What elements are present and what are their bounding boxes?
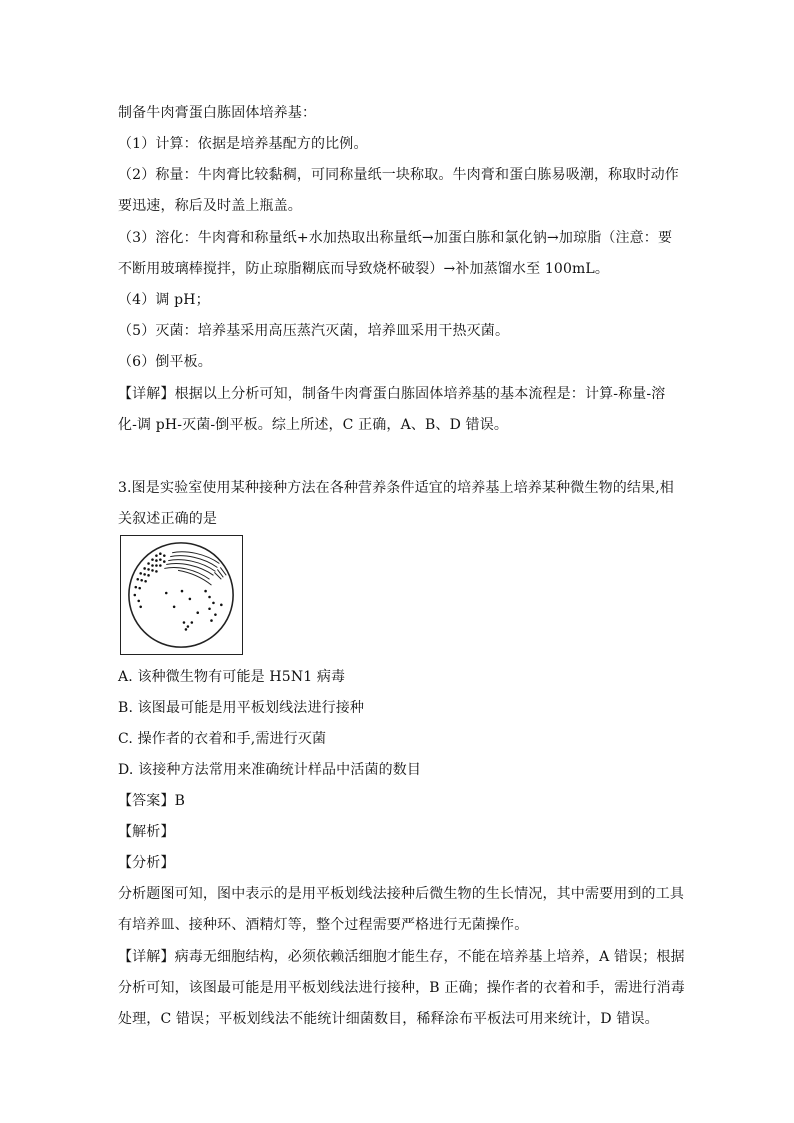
text-line: 要迅速，称后及时盖上瓶盖。 xyxy=(118,198,302,214)
detail-heading-line: 【详解】根据以上分析可知，制备牛肉膏蛋白胨固体培养基的基本流程是：计算-称量-溶 xyxy=(118,386,666,402)
analysis-heading: 【解析】 xyxy=(118,824,175,840)
text-line: （6）倒平板。 xyxy=(118,354,212,370)
text-line: 制备牛肉膏蛋白胨固体培养基： xyxy=(118,105,317,121)
option-c: C. 操作者的衣着和手,需进行灭菌 xyxy=(118,731,327,747)
option-d: D. 该接种方法常用来准确统计样品中活菌的数目 xyxy=(118,762,422,778)
text-line: 不断用玻璃棒搅拌，防止琼脂糊底而导致烧杯破裂）→补加蒸馏水至 100mL。 xyxy=(118,261,610,277)
petri-dish-illustration xyxy=(121,536,242,654)
option-b: B. 该图最可能是用平板划线法进行接种 xyxy=(118,700,365,716)
question-stem: 3.图是实验室使用某种接种方法在各种营养条件适宜的培养基上培养某种微生物的结果,相 xyxy=(118,480,674,496)
detail-heading-line: 【详解】病毒无细胞结构，必须依赖活细胞才能生存，不能在培养基上培养，A 错误；根据 xyxy=(118,949,685,965)
text-line: （1）计算：依据是培养基配方的比例。 xyxy=(118,136,368,152)
analysis-subheading: 【分析】 xyxy=(118,855,175,871)
text-line: （4）调 pH； xyxy=(118,292,210,308)
text-line: （2）称量：牛肉膏比较黏稠，可同称量纸一块称取。牛肉膏和蛋白胨易吸潮，称取时动作 xyxy=(118,167,679,183)
text-line: 处理，C 错误；平板划线法不能统计细菌数目，稀释涂布平板法可用来统计，D 错误。 xyxy=(118,1011,659,1027)
text-line: 分析可知，该图最可能是用平板划线法进行接种，B 正确；操作者的衣着和手，需进行消毒 xyxy=(118,980,685,996)
petri-dish-figure xyxy=(120,535,243,655)
text-line: 有培养皿、接种环、酒精灯等，整个过程需要严格进行无菌操作。 xyxy=(118,917,529,933)
question-stem: 关叙述正确的是 xyxy=(118,511,218,527)
answer-line: 【答案】B xyxy=(118,793,186,809)
text-line: 分析题图可知，图中表示的是用平板划线法接种后微生物的生长情况，其中需要用到的工具 xyxy=(118,886,684,902)
text-line: 化-调 pH-灭菌-倒平板。综上所述，C 正确，A、B、D 错误。 xyxy=(118,417,508,433)
text-line: （3）溶化：牛肉膏和称量纸+水加热取出称量纸→加蛋白胨和氯化钠→加琼脂（注意：要 xyxy=(118,230,673,246)
text-line: （5）灭菌：培养基采用高压蒸汽灭菌，培养皿采用干热灭菌。 xyxy=(118,323,510,339)
option-a: A. 该种微生物有可能是 H5N1 病毒 xyxy=(118,669,346,685)
